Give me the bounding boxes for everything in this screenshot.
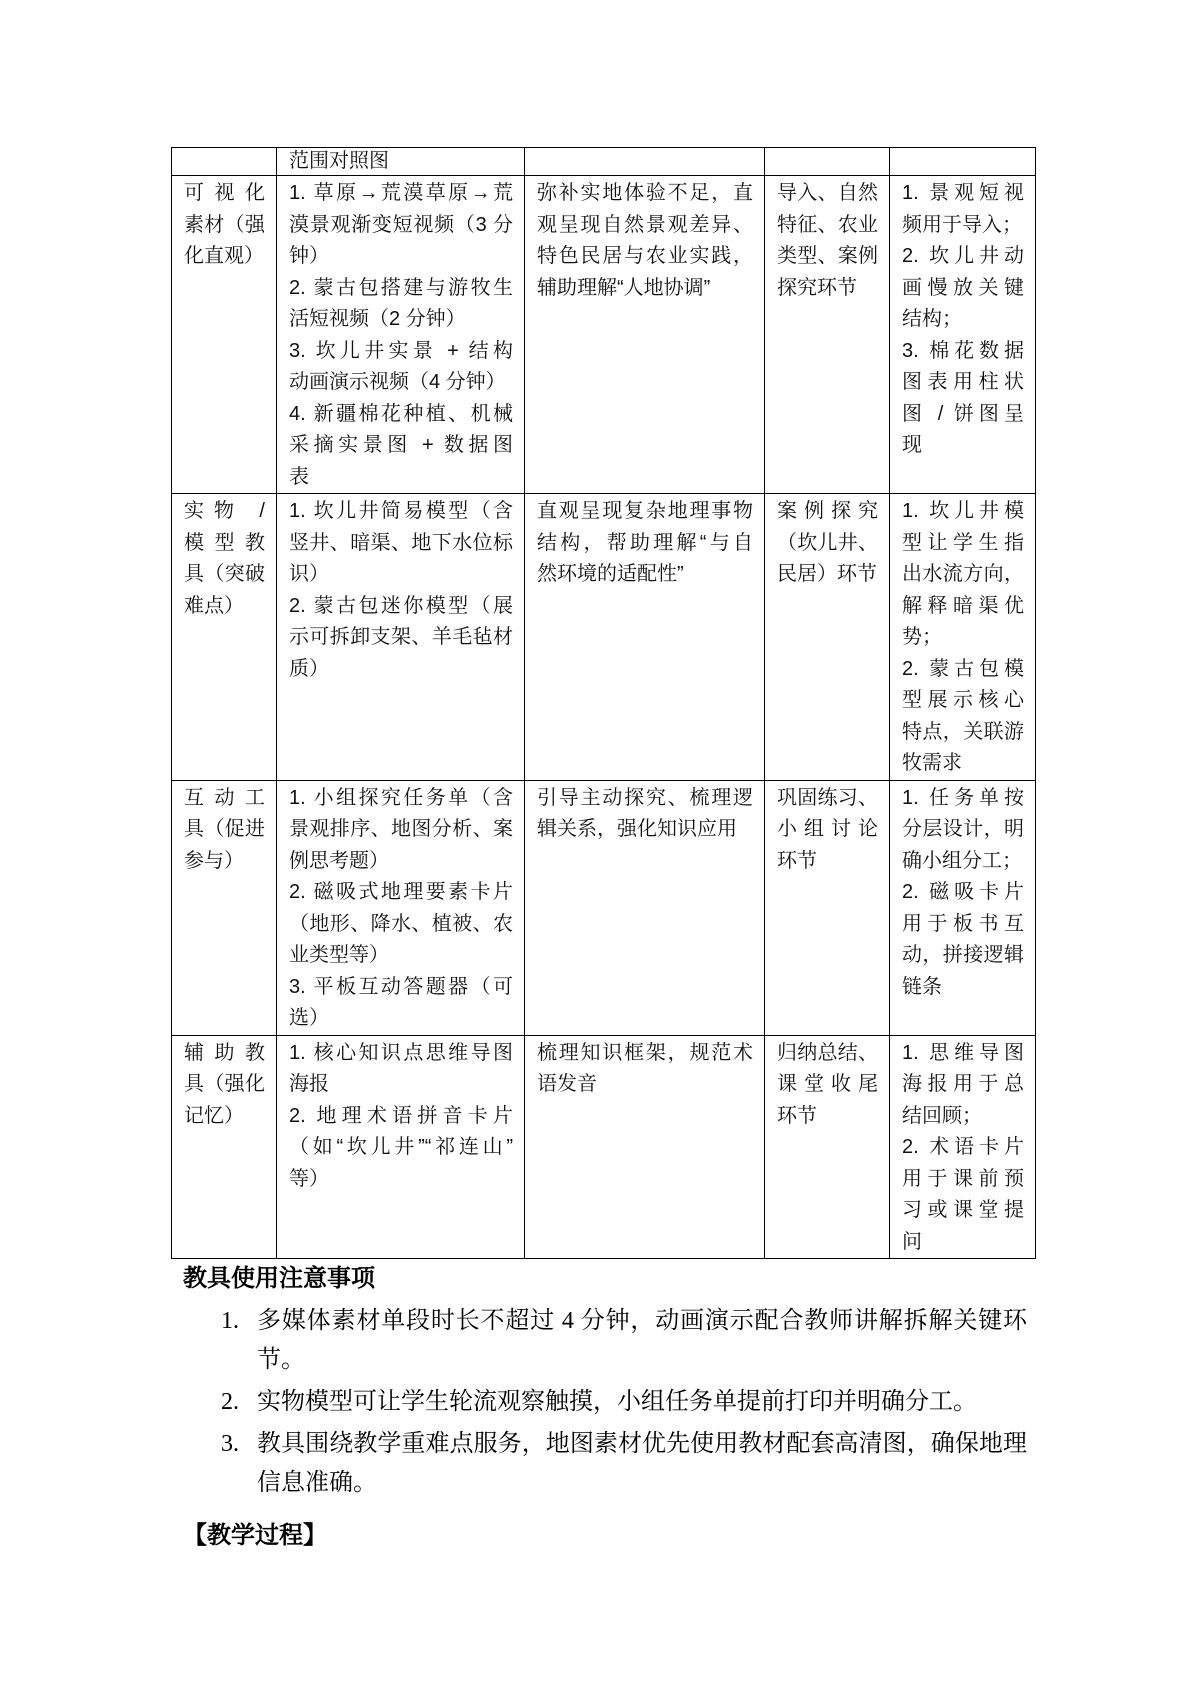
cell-line: 类型、案例 xyxy=(777,245,878,267)
cell-line: 1. 核心知识点思维导图 xyxy=(289,1041,513,1064)
cell-line: 型让学生指 xyxy=(902,531,1024,554)
cell-line: （如“坎儿井”“祁连山” xyxy=(289,1136,513,1158)
cell-line: 特色民居与农业实践， xyxy=(537,245,753,267)
cell-line: 语发音 xyxy=(537,1073,597,1095)
table-row xyxy=(172,1035,1036,1259)
cell-line: 小组讨论 xyxy=(777,818,878,840)
cell-line: 1. 思维导图 xyxy=(902,1041,1024,1064)
cell-line: 1. 草原→荒漠草原→荒 xyxy=(289,182,513,204)
cell-line: 可视化 xyxy=(184,182,265,204)
cell-line: 例思考题） xyxy=(289,849,389,872)
cell-line: 民居）环节 xyxy=(777,563,877,585)
category-cell xyxy=(172,176,277,494)
usage-cell xyxy=(890,176,1036,494)
note-line: 信息准确。 xyxy=(257,1470,377,1496)
cell-line: 用于课前预 xyxy=(902,1167,1024,1190)
purpose-cell xyxy=(525,780,765,1035)
cell-line: 归纳总结、 xyxy=(777,1041,878,1064)
note-item xyxy=(171,1383,1035,1422)
cell-line: 动画演示视频（4 分钟） xyxy=(289,371,506,393)
document-body xyxy=(171,147,1035,1556)
content-cell xyxy=(277,780,525,1035)
cell-line: 漠景观渐变短视频（3 分 xyxy=(289,213,513,236)
note-item xyxy=(171,1302,1035,1380)
cell-line: 特点，关联游 xyxy=(902,720,1024,743)
cell-line: 2. 地理术语拼音卡片 xyxy=(289,1104,513,1127)
cell-line: 案例探究 xyxy=(777,500,878,522)
category-cell xyxy=(172,780,277,1035)
usage-cell xyxy=(890,148,1036,176)
cell-line: 采摘实景图 + 数据图 xyxy=(289,434,513,456)
cell-line: 习或课堂提 xyxy=(902,1199,1024,1221)
cell-line: 图表用柱状 xyxy=(902,371,1024,393)
cell-line: 用于板书互 xyxy=(902,912,1024,935)
cell-line: 表 xyxy=(289,465,309,488)
cell-line: 活短视频（2 分钟） xyxy=(289,308,466,330)
stage-cell xyxy=(765,176,890,494)
purpose-cell xyxy=(525,148,765,176)
purpose-cell xyxy=(525,494,765,781)
cell-line: 2. 磁吸卡片 xyxy=(902,881,1024,903)
content-cell xyxy=(277,176,525,494)
cell-line: 2. 蒙古包模 xyxy=(902,657,1024,680)
cell-line: 结构； xyxy=(902,308,962,330)
content-cell xyxy=(277,494,525,781)
cell-line: 然环境的适配性” xyxy=(537,563,684,585)
cell-line: 确小组分工； xyxy=(902,849,1022,872)
cell-line: 示可拆卸支架、羊毛毡材 xyxy=(289,626,513,648)
cell-line: 2. 磁吸式地理要素卡片 xyxy=(289,881,513,903)
cell-line: 互动工 xyxy=(184,786,265,809)
cell-line: 1. 景观短视 xyxy=(902,182,1024,204)
stage-cell xyxy=(765,780,890,1035)
cell-line: 识） xyxy=(289,563,329,585)
cell-line: 画慢放关键 xyxy=(902,276,1024,299)
cell-line: 问 xyxy=(902,1230,922,1253)
cell-line: 链条 xyxy=(902,975,942,998)
cell-line: 2. 蒙古包迷你模型（展 xyxy=(289,594,513,617)
cell-line: 结回顾； xyxy=(902,1104,982,1127)
stage-cell xyxy=(765,1035,890,1259)
purpose-cell xyxy=(525,1035,765,1259)
teaching-aids-table xyxy=(171,147,1036,1259)
cell-line: 1. 坎儿井简易模型（含 xyxy=(289,500,513,522)
note-text xyxy=(257,1383,1027,1422)
cell-line: 3. 平板互动答题器（可 xyxy=(289,975,513,998)
cell-line: 具（突破 xyxy=(184,563,265,585)
cell-line: （地形、降水、植被、农 xyxy=(289,912,513,935)
category-cell xyxy=(172,494,277,781)
cell-line: 2. 术语卡片 xyxy=(902,1136,1024,1158)
cell-line: 参与） xyxy=(184,849,244,872)
cell-line: 竖井、暗渠、地下水位标 xyxy=(289,531,513,554)
cell-line: 巩固练习、 xyxy=(777,786,878,809)
cell-line: 海报用于总 xyxy=(902,1073,1024,1095)
cell-line: 环节 xyxy=(777,849,817,872)
section-heading: 【教学过程】 xyxy=(183,1522,327,1549)
cell-line: 观呈现自然景观差异、 xyxy=(537,213,753,236)
cell-line: 难点） xyxy=(184,594,244,617)
category-cell xyxy=(172,148,277,176)
cell-line: 具（促进 xyxy=(184,818,265,840)
table-row xyxy=(172,176,1036,494)
stage-cell xyxy=(765,148,890,176)
cell-line: 特征、农业 xyxy=(777,213,878,236)
cell-line: 探究环节 xyxy=(777,276,857,299)
content-cell xyxy=(277,148,525,176)
cell-line: 引导主动探究、梳理逻 xyxy=(537,786,753,809)
cell-line: 频用于导入； xyxy=(902,213,1022,236)
cell-line: 3. 坎儿井实景 + 结构 xyxy=(289,339,513,362)
note-text xyxy=(257,1425,1027,1503)
cell-line: 弥补实地体验不足，直 xyxy=(537,182,753,204)
note-line: 教具围绕教学重难点服务，地图素材优先使用教材配套高清图，确保地理 xyxy=(257,1431,1027,1457)
cell-line: （坎儿井、 xyxy=(777,531,878,554)
cell-line: 景观排序、地图分析、案 xyxy=(289,818,513,840)
note-item xyxy=(171,1425,1035,1503)
cell-line: 分层设计，明 xyxy=(902,818,1024,840)
cell-line: 导入、自然 xyxy=(777,182,878,204)
cell-line: 环节 xyxy=(777,1104,817,1127)
cell-line: 图 / 饼图呈 xyxy=(902,402,1024,425)
cell-line: 动，拼接逻辑 xyxy=(902,944,1024,966)
usage-cell xyxy=(890,494,1036,781)
cell-line: 课堂收尾 xyxy=(777,1073,878,1095)
cell-line: 记忆） xyxy=(184,1104,244,1127)
cell-line: 2. 坎儿井动 xyxy=(902,245,1024,267)
notes-heading: 教具使用注意事项 xyxy=(183,1265,375,1292)
cell-line: 牧需求 xyxy=(902,752,962,774)
cell-line: 实物 / xyxy=(184,500,265,522)
table-row xyxy=(172,494,1036,781)
cell-line: 2. 蒙古包搭建与游牧生 xyxy=(289,276,513,299)
cell-line: 结构，帮助理解“与自 xyxy=(537,531,753,554)
cell-line: 1. 坎儿井模 xyxy=(902,500,1024,522)
note-text xyxy=(257,1302,1027,1380)
category-cell xyxy=(172,1035,277,1259)
cell-line: 解释暗渠优 xyxy=(902,594,1024,617)
cell-line: 模型教 xyxy=(184,531,265,554)
usage-cell xyxy=(890,1035,1036,1259)
cell-line: 辑关系，强化知识应用 xyxy=(537,818,737,840)
cell-line: 势； xyxy=(902,626,942,648)
note-number: 1. xyxy=(221,1308,239,1334)
content-cell xyxy=(277,1035,525,1259)
cell-line: 1. 任务单按 xyxy=(902,786,1024,809)
usage-cell xyxy=(890,780,1036,1035)
cell-line: 1. 小组探究任务单（含 xyxy=(289,786,513,809)
cell-line: 辅助理解“人地协调” xyxy=(537,276,711,299)
cell-line: 钟） xyxy=(289,245,329,267)
note-line: 实物模型可让学生轮流观察触摸，小组任务单提前打印并明确分工。 xyxy=(257,1389,977,1415)
note-line: 节。 xyxy=(257,1347,305,1373)
cell-line: 4. 新疆棉花种植、机械 xyxy=(289,402,513,425)
note-number: 2. xyxy=(221,1389,239,1415)
cell-line: 出水流方向， xyxy=(902,563,1024,585)
cell-line: 业类型等） xyxy=(289,944,389,966)
table-row xyxy=(172,148,1036,176)
cell-line: 型展示核心 xyxy=(902,689,1024,711)
cell-line: 直观呈现复杂地理事物 xyxy=(537,500,753,522)
note-number: 3. xyxy=(221,1431,239,1457)
cell-line: 具（强化 xyxy=(184,1073,265,1095)
note-line: 多媒体素材单段时长不超过 4 分钟，动画演示配合教师讲解拆解关键环 xyxy=(257,1308,1027,1334)
table-row xyxy=(172,780,1036,1035)
cell-line: 素材（强 xyxy=(184,213,265,236)
purpose-cell xyxy=(525,176,765,494)
cell-line: 范围对照图 xyxy=(289,150,389,172)
cell-line: 选） xyxy=(289,1007,329,1029)
cell-line: 等） xyxy=(289,1167,329,1190)
cell-line: 化直观） xyxy=(184,245,264,267)
stage-cell xyxy=(765,494,890,781)
cell-line: 海报 xyxy=(289,1073,329,1095)
cell-line: 辅助教 xyxy=(184,1041,265,1064)
cell-line: 质） xyxy=(289,657,329,680)
cell-line: 3. 棉花数据 xyxy=(902,339,1024,362)
cell-line: 梳理知识框架，规范术 xyxy=(537,1041,753,1064)
cell-line: 现 xyxy=(902,434,922,456)
